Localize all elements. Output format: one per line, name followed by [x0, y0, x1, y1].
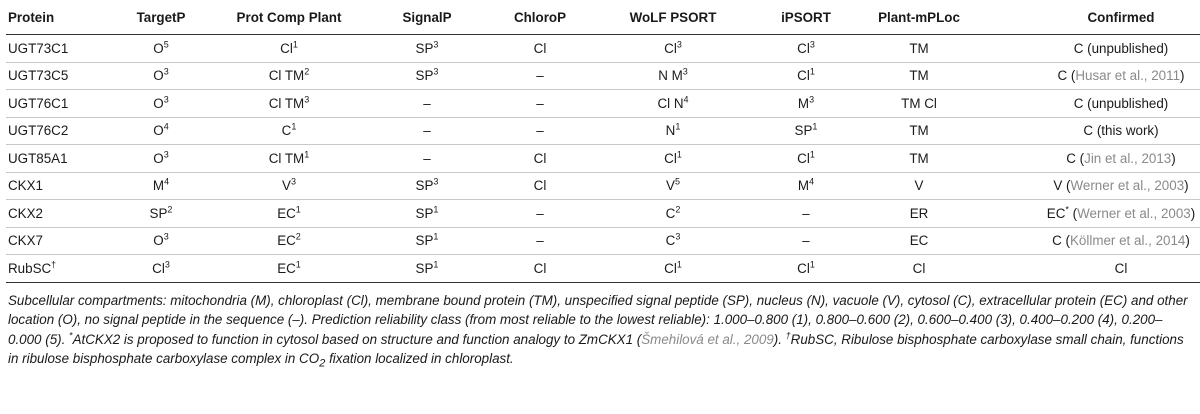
- cell-value: O: [153, 68, 164, 84]
- cell-targetp: [112, 227, 210, 255]
- cell-ipsort: [752, 62, 860, 90]
- cell-chlorop: [486, 90, 594, 118]
- reliability-superscript: 3: [163, 66, 169, 77]
- cell-value: ER: [909, 205, 929, 221]
- cell-value: EC: [277, 260, 296, 276]
- reliability-superscript: 4: [163, 121, 169, 132]
- cell-ipsort: [752, 255, 860, 283]
- cell-protcomp: [210, 35, 368, 63]
- header-row: [6, 0, 1200, 35]
- cell-value: N M: [658, 68, 683, 84]
- cell-value: Cl: [664, 260, 677, 276]
- cell-protcomp: [210, 255, 368, 283]
- table-body: [6, 35, 1200, 283]
- cell-value: TM: [909, 68, 929, 84]
- cell-value: Cl TM: [268, 150, 305, 166]
- cell-wolf: [594, 145, 752, 173]
- cell-value: C (: [1052, 233, 1070, 249]
- reliability-superscript: 1: [295, 259, 301, 270]
- cell-signalp: [368, 35, 486, 63]
- cell-signalp: [368, 200, 486, 228]
- table-row: [6, 255, 1200, 283]
- cell-ipsort: [752, 227, 860, 255]
- reliability-superscript: 1: [809, 259, 815, 270]
- prediction-table: [6, 0, 1200, 283]
- cell-value: V: [914, 178, 924, 194]
- reliability-superscript: 3: [304, 94, 310, 105]
- cell-value: TM: [909, 123, 929, 139]
- cell-protcomp: [210, 172, 368, 200]
- cell-ipsort: [752, 90, 860, 118]
- cell-value: C (: [1057, 68, 1076, 84]
- caption-co2-subscript: 2: [319, 357, 326, 370]
- cell-value: EC: [277, 205, 296, 221]
- cell-value: SP: [415, 233, 434, 249]
- cell-value: UGT73C5: [8, 68, 69, 84]
- cell-chlorop: [486, 62, 594, 90]
- header-prot-comp-plant: Prot Comp Plant: [210, 0, 368, 35]
- paren-close: ): [1184, 178, 1189, 194]
- cell-mploc: [860, 227, 978, 255]
- paren-close: ): [1171, 150, 1176, 166]
- reliability-superscript: 3: [433, 39, 439, 50]
- cell-wolf: [594, 35, 752, 63]
- table-row: [6, 117, 1200, 145]
- cell-ipsort: [752, 145, 860, 173]
- cell-value: UGT73C1: [8, 40, 69, 56]
- cell-confirmed: [978, 62, 1200, 90]
- reliability-superscript: 3: [290, 176, 296, 187]
- cell-value: N: [665, 123, 676, 139]
- header-chlorop: ChloroP: [486, 0, 594, 35]
- reliability-superscript: 3: [433, 66, 439, 77]
- table-row: [6, 227, 1200, 255]
- cell-confirmed: [978, 35, 1200, 63]
- cell-protein: [6, 62, 112, 90]
- reliability-superscript: 3: [682, 66, 688, 77]
- reliability-superscript: 1: [304, 149, 310, 160]
- header-ipsort: iPSORT: [752, 0, 860, 35]
- caption-star-mark: *: [69, 330, 73, 341]
- cell-value: Cl TM: [268, 95, 305, 111]
- reliability-superscript: 4: [809, 176, 815, 187]
- paren-close: ): [1180, 68, 1185, 84]
- cell-value: –: [536, 233, 544, 249]
- reliability-superscript: 2: [167, 204, 173, 215]
- table-row: [6, 90, 1200, 118]
- cell-value: SP: [415, 68, 434, 84]
- reference-link[interactable]: Husar et al., 2011: [1075, 68, 1181, 84]
- cell-value: Cl: [533, 40, 547, 56]
- reliability-superscript: 5: [674, 176, 680, 187]
- cell-protcomp: [210, 227, 368, 255]
- cell-value: Cl TM: [268, 68, 305, 84]
- table-caption: [8, 291, 1188, 375]
- cell-value: UGT76C2: [8, 123, 69, 139]
- cell-mploc: [860, 255, 978, 283]
- table-header: [6, 0, 1200, 35]
- reliability-superscript: 1: [433, 259, 439, 270]
- cell-mploc: [860, 35, 978, 63]
- cell-value: TM: [909, 40, 929, 56]
- cell-value: O: [153, 40, 164, 56]
- cell-protein: [6, 117, 112, 145]
- cell-value: V: [282, 178, 291, 194]
- cell-value: CKX7: [8, 233, 43, 249]
- cell-wolf: [594, 172, 752, 200]
- cell-value: TM: [909, 150, 929, 166]
- cell-protein: [6, 35, 112, 63]
- cell-value: –: [423, 95, 431, 111]
- cell-confirmed: [978, 145, 1200, 173]
- cell-value: Cl: [280, 40, 293, 56]
- table-row: [6, 62, 1200, 90]
- cell-targetp: [112, 200, 210, 228]
- reliability-superscript: 1: [433, 204, 439, 215]
- cell-mploc: [860, 117, 978, 145]
- reliability-superscript: 1: [676, 259, 682, 270]
- cell-value: V (: [1053, 178, 1071, 194]
- cell-protein: [6, 255, 112, 283]
- cell-chlorop: [486, 200, 594, 228]
- reliability-superscript: 4: [164, 176, 170, 187]
- cell-value: Cl: [664, 150, 677, 166]
- cell-value: O: [153, 150, 164, 166]
- cell-value: Cl: [533, 150, 547, 166]
- paren-close: ): [1190, 205, 1196, 221]
- cell-mploc: [860, 200, 978, 228]
- cell-value: –: [802, 233, 810, 249]
- cell-signalp: [368, 172, 486, 200]
- reliability-superscript: 1: [812, 121, 818, 132]
- caption-part2: AtCKX2 is proposed to function in cytosol based on structure and function analogy to ZmCKX1 (: [72, 331, 642, 347]
- reliability-superscript: 4: [683, 94, 689, 105]
- cell-value: O: [153, 123, 164, 139]
- cell-targetp: [112, 172, 210, 200]
- reliability-superscript: 1: [675, 121, 681, 132]
- reliability-superscript: 3: [676, 39, 682, 50]
- header-confirmed: Confirmed: [978, 0, 1200, 35]
- cell-value: M: [797, 178, 810, 194]
- cell-confirmed: [978, 172, 1200, 200]
- cell-wolf: [594, 200, 752, 228]
- cell-value: EC: [277, 233, 296, 249]
- cell-value: Cl N: [657, 95, 684, 111]
- cell-value: Cl: [533, 260, 547, 276]
- cell-value: Cl: [797, 260, 810, 276]
- cell-targetp: [112, 255, 210, 283]
- caption-part1: Subcellular compartments: mitochondria (M), chloroplast (Cl), membrane bound protein (TM), unspecified signal peptide (SP), nucleus (N), vacuole (V), cytosol (C), extracellular protein (EC) and other location (O), no signal peptide in the sequence (–). Prediction reliability class (from most reliable to the lowest reliable): 1.000–0.800 (1), 0.800–0.600 (2), 0.600–0.400 (3), 0.400–0.200 (4), 0.200–0.000 (5).: [8, 292, 1188, 347]
- cell-protcomp: [210, 90, 368, 118]
- header-targetp: TargetP: [112, 0, 210, 35]
- cell-targetp: [112, 117, 210, 145]
- cell-wolf: [594, 62, 752, 90]
- cell-mploc: [860, 90, 978, 118]
- cell-protein: [6, 145, 112, 173]
- cell-protcomp: [210, 117, 368, 145]
- cell-protein: [6, 172, 112, 200]
- cell-value: –: [423, 123, 431, 139]
- cell-value: –: [423, 150, 431, 166]
- cell-value: SP: [415, 260, 434, 276]
- cell-chlorop: [486, 227, 594, 255]
- reference-link[interactable]: Werner et al., 2003: [1077, 205, 1191, 221]
- cell-value: Cl: [797, 68, 810, 84]
- caption-part4: RubSC, Ribulose bisphosphate carboxylase small chain, functions in ribulose bisphosphate carboxylase complex in CO: [8, 331, 1184, 366]
- cell-value: –: [536, 95, 544, 111]
- cell-confirmed: [978, 200, 1200, 228]
- reliability-superscript: 3: [675, 231, 681, 242]
- cell-value: –: [536, 68, 544, 84]
- cell-value: C: [281, 123, 292, 139]
- cell-signalp: [368, 62, 486, 90]
- reliability-superscript: 3: [163, 231, 169, 242]
- cell-chlorop: [486, 117, 594, 145]
- table-row: [6, 145, 1200, 173]
- cell-ipsort: [752, 200, 860, 228]
- cell-value: Cl: [797, 150, 810, 166]
- cell-confirmed: [978, 227, 1200, 255]
- cell-value: CKX2: [8, 205, 43, 221]
- cell-wolf: [594, 90, 752, 118]
- cell-protein: [6, 90, 112, 118]
- cell-value: C: [665, 233, 676, 249]
- paren-close: ): [1185, 233, 1190, 249]
- cell-value: C: [665, 205, 676, 221]
- cell-value: RubSC: [8, 260, 52, 276]
- reliability-superscript: 1: [809, 149, 815, 160]
- paren-open: (: [1068, 205, 1078, 221]
- cell-value: CKX1: [8, 178, 43, 194]
- caption-part5: fixation localized in chloroplast.: [325, 351, 514, 366]
- cell-chlorop: [486, 255, 594, 283]
- cell-protein: [6, 200, 112, 228]
- cell-mploc: [860, 145, 978, 173]
- cell-wolf: [594, 117, 752, 145]
- reliability-superscript: 3: [163, 94, 169, 105]
- reliability-superscript: 3: [809, 39, 815, 50]
- cell-value: SP: [794, 123, 813, 139]
- cell-value: Cl: [152, 260, 165, 276]
- cell-signalp: [368, 90, 486, 118]
- reliability-superscript: *: [1065, 204, 1069, 215]
- cell-value: –: [802, 205, 810, 221]
- cell-value: Cl: [912, 260, 926, 276]
- cell-protein: [6, 227, 112, 255]
- caption-reference-link[interactable]: Šmehilová et al., 2009: [641, 331, 774, 347]
- cell-ipsort: [752, 172, 860, 200]
- cell-value: –: [536, 123, 544, 139]
- cell-wolf: [594, 255, 752, 283]
- cell-value: SP: [149, 205, 168, 221]
- cell-value: V: [666, 178, 675, 194]
- cell-value: SP: [415, 178, 434, 194]
- reliability-superscript: 1: [433, 231, 439, 242]
- reliability-superscript: 3: [809, 94, 815, 105]
- cell-ipsort: [752, 35, 860, 63]
- cell-targetp: [112, 62, 210, 90]
- reliability-superscript: 3: [163, 149, 169, 160]
- table-row: [6, 200, 1200, 228]
- cell-signalp: [368, 255, 486, 283]
- cell-protcomp: [210, 145, 368, 173]
- cell-confirmed: [978, 255, 1200, 283]
- cell-signalp: [368, 117, 486, 145]
- cell-value: Cl: [664, 40, 677, 56]
- caption-part3: ).: [773, 331, 786, 347]
- cell-signalp: [368, 145, 486, 173]
- cell-mploc: [860, 172, 978, 200]
- cell-value: O: [153, 95, 164, 111]
- reliability-superscript: 1: [809, 66, 815, 77]
- reference-link[interactable]: Werner et al., 2003: [1070, 178, 1185, 194]
- cell-value: –: [536, 205, 544, 221]
- cell-value: C (unpublished): [1073, 95, 1169, 111]
- header-plant-mploc: Plant-mPLoc: [860, 0, 978, 35]
- caption-dagger-mark: †: [785, 330, 791, 341]
- header-wolf-psort: WoLF PSORT: [594, 0, 752, 35]
- cell-targetp: [112, 145, 210, 173]
- reliability-superscript: 2: [675, 204, 681, 215]
- cell-value: M: [152, 178, 165, 194]
- reference-link[interactable]: Jin et al., 2013: [1084, 150, 1172, 166]
- cell-value: TM Cl: [901, 95, 937, 111]
- cell-value: UGT85A1: [8, 150, 68, 166]
- cell-chlorop: [486, 35, 594, 63]
- cell-wolf: [594, 227, 752, 255]
- cell-value: SP: [415, 40, 434, 56]
- reference-link[interactable]: Köllmer et al., 2014: [1070, 233, 1186, 249]
- header-protein: Protein: [6, 0, 112, 35]
- cell-mploc: [860, 62, 978, 90]
- cell-targetp: [112, 90, 210, 118]
- cell-value: EC: [909, 233, 929, 249]
- cell-value: Cl: [1114, 260, 1128, 276]
- cell-targetp: [112, 35, 210, 63]
- cell-signalp: [368, 227, 486, 255]
- cell-value: UGT76C1: [8, 95, 69, 111]
- cell-confirmed: [978, 117, 1200, 145]
- reliability-superscript: 2: [295, 231, 301, 242]
- table-row: [6, 172, 1200, 200]
- cell-chlorop: [486, 145, 594, 173]
- table-row: [6, 35, 1200, 63]
- reliability-superscript: †: [51, 259, 57, 270]
- cell-ipsort: [752, 117, 860, 145]
- cell-value: Cl: [533, 178, 547, 194]
- reliability-superscript: 5: [163, 39, 169, 50]
- reliability-superscript: 1: [295, 204, 301, 215]
- header-signalp: SignalP: [368, 0, 486, 35]
- cell-value: C (unpublished): [1073, 40, 1169, 56]
- reliability-superscript: 3: [164, 259, 170, 270]
- cell-protcomp: [210, 62, 368, 90]
- cell-confirmed: [978, 90, 1200, 118]
- cell-value: SP: [415, 205, 434, 221]
- cell-value: Cl: [797, 40, 810, 56]
- reliability-superscript: 1: [291, 121, 297, 132]
- reliability-superscript: 3: [433, 176, 439, 187]
- cell-value: C (: [1066, 150, 1085, 166]
- cell-value: O: [153, 233, 164, 249]
- cell-protcomp: [210, 200, 368, 228]
- cell-value: M: [797, 95, 810, 111]
- reliability-superscript: 1: [676, 149, 682, 160]
- reliability-superscript: 1: [292, 39, 298, 50]
- reliability-superscript: 2: [304, 66, 310, 77]
- cell-value: EC: [1046, 205, 1066, 221]
- cell-value: C (this work): [1083, 123, 1159, 139]
- cell-chlorop: [486, 172, 594, 200]
